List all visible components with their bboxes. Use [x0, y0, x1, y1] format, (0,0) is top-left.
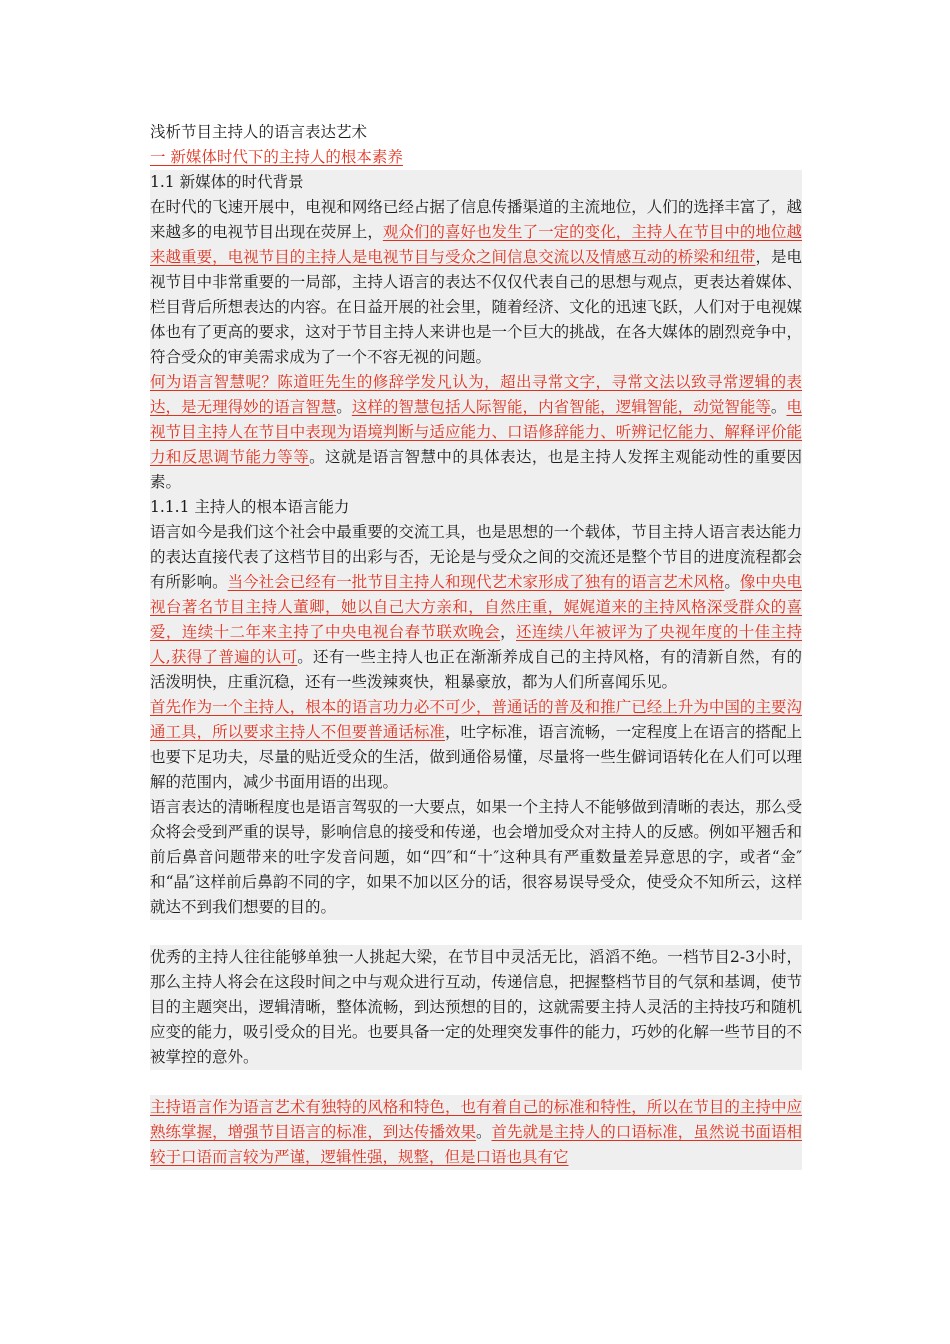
subheading-1-1-1: 1.1.1 主持人的根本语言能力	[150, 495, 802, 520]
p1-highlight: 观众们的喜好也发生了一定的变化，主持人在节目中的地位越来越重要，电视节目的主持人是电视节目与受众之间信息交流以及情感互动的桥梁和纽带	[150, 223, 802, 266]
paragraph-7	[150, 1095, 802, 1170]
p4-text-b: ，吐字标准，语言流畅，一定程度上在语言的搭配上也要下足功夫，尽量的贴近受众的生活，做到通俗易懂，尽量将一些生僻词语转化在人们可以理解的范围内，减少书面用语的出现。	[150, 723, 802, 791]
paragraph-6: 优秀的主持人往往能够单独一人挑起大梁，在节目中灵活无比，滔滔不绝。一档节目2-3小时，那么主持人将会在这段时间之中与观众进行互动，传递信息，把握整档节目的气氛和基调，使节目的主题突出，逻辑清晰，整体流畅，到达预想的目的，这就需要主持人灵活的主持技巧和随机应变的能力，吸引受众的目光。也要具备一定的处理突发事件的能力，巧妙的化解一些节目的不被掌控的意外。	[150, 945, 802, 1070]
p2-punct-1: 。	[336, 398, 352, 416]
p4-highlight: 首先作为一个主持人，根本的语言功力必不可少，普通话的普及和推广已经上升为中国的主要沟通工具，所以要求主持人不但要普通话标准	[150, 698, 802, 741]
p7-highlight-1: 主持语言作为语言艺术有独特的风格和特色，也有着自己的标准和特性，所以在节目的主持中应熟练掌握，增强节目语言的标准，到达传播效果	[150, 1098, 802, 1141]
p2-punct-2: 。	[770, 398, 787, 416]
section-heading-text: 一 新媒体时代下的主持人的根本素养	[150, 148, 403, 166]
paragraph-5: 语言表达的清晰程度也是语言驾驭的一大要点，如果一个主持人不能够做到清晰的表达，那么受众将会受到严重的误导，影响信息的接受和传递，也会增加受众对主持人的反感。例如平翘舌和前后鼻音问题带来的吐字发音问题，如“四″和“十″这种具有严重数量差异意思的字，或者“金″和“晶″这样前后鼻韵不同的字，如果不加以区分的话，很容易误导受众，使受众不知所云，这样就达不到我们想要的目的。	[150, 795, 802, 920]
paragraph-4	[150, 695, 802, 795]
p3-highlight-3: 还连续八年被评为了央视年度的十佳主持人,获得了普遍的认可	[150, 623, 802, 666]
paragraph-1	[150, 195, 802, 370]
document-title: 浅析节目主持人的语言表达艺术	[150, 123, 368, 141]
p3-text-g: 。还有一些主持人也正在渐渐养成自己的主持风格，有的清新自然，有的活泼明快，庄重沉稳，还有一些泼辣爽快，粗暴豪放，都为人们所喜闻乐见。	[150, 648, 802, 691]
blank-line	[150, 1070, 802, 1095]
paragraph-2	[150, 370, 802, 495]
p3-highlight-2: 像中央电视台著名节目主持人董卿，她以自己大方亲和，自然庄重，娓娓道来的主持风格深受群众的喜爱，连续十二年来主持了中央电视台春节联欢晚会	[150, 573, 802, 641]
section-heading	[150, 145, 802, 170]
p3-punct-2: ，	[500, 623, 516, 641]
p7-highlight-2: 首先就是主持人的口语标准，虽然说书面语相较于口语而言较为严谨，逻辑性强，规整，但是口语也具有它	[150, 1123, 802, 1166]
p2-highlight-2: 这样的智慧包括人际智能，内省智能，逻辑智能，动觉智能等	[351, 398, 771, 416]
p1-text-c: ，是电视节目中非常重要的一局部，主持人语言的表达不仅仅代表自己的思想与观点，更表达着媒体、栏目背后所想表达的内容。在日益开展的社会里，随着经济、文化的迅速飞跃，人们对于电视媒体也有了更高的要求，这对于节目主持人来讲也是一个巨大的挑战，在各大媒体的剧烈竞争中，符合受众的审美需求成为了一个不容无视的问题。	[150, 248, 802, 366]
p7-punct-1: 。	[476, 1123, 492, 1141]
p2-text-f: 。这就是语言智慧中的具体表达，也是主持人发挥主观能动性的重要因素。	[150, 448, 802, 491]
blank-line	[150, 920, 802, 945]
p3-text-a: 语言如今是我们这个社会中最重要的交流工具，也是思想的一个载体，节目主持人语言表达能力的表达直接代表了这档节目的出彩与否，无论是与受众之间的交流还是整个节目的进度流程都会有所影响。	[150, 523, 802, 591]
document-body	[150, 120, 802, 1170]
p2-highlight-1: 何为语言智慧呢？陈道旺先生的修辞学发凡认为，超出寻常文字，寻常文法以致寻常逻辑的表达，是无理得妙的语言智慧	[150, 373, 802, 416]
p3-highlight-1: 当今社会已经有一批节目主持人和现代艺术家形成了独有的语言艺术风格	[227, 573, 725, 591]
p3-punct-1: 。	[724, 573, 740, 591]
subheading-1-1: 1.1 新媒体的时代背景	[150, 170, 802, 195]
paragraph-3	[150, 520, 802, 695]
p1-text-a: 在时代的飞速开展中，电视和网络已经占据了信息传播渠道的主流地位，人们的选择丰富了，越来越多的电视节目出现在荧屏上，	[150, 198, 802, 241]
p2-highlight-3: 电视节目主持人在节目中表现为语境判断与适应能力、口语修辞能力、听辨记忆能力、解释评价能力和反思调节能力等等	[150, 398, 802, 466]
